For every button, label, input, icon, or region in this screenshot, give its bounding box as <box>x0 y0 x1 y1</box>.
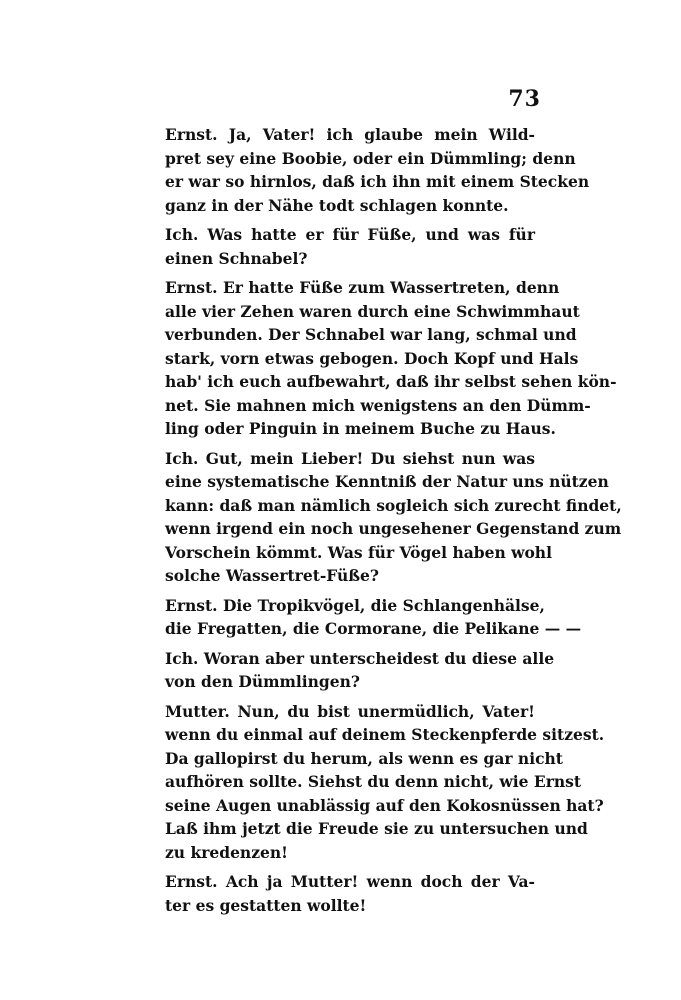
text-line <box>165 647 555 671</box>
text-line <box>165 276 560 300</box>
dialogue-paragraph <box>165 647 555 694</box>
line-text: ling oder Pinguin in meinem Buche zu Haus. <box>165 419 556 438</box>
text-line <box>165 470 609 494</box>
line-text: alle vier Zehen waren durch eine Schwimmhaut <box>165 301 580 321</box>
line-text: hab' ich euch aufbewahrt, daß ihr selbst sehen kön- <box>165 372 617 391</box>
line-text: Gut, mein Lieber! Du siehst nun was <box>205 448 535 468</box>
line-text: wenn irgend ein noch ungesehener Gegenstand zum <box>165 519 622 538</box>
dialogue-paragraph <box>165 123 590 217</box>
text-line <box>165 770 582 794</box>
text-line <box>165 447 535 471</box>
text-line <box>165 517 622 541</box>
text-line <box>165 323 577 347</box>
line-text: net. Sie mahnen mich wenigstens an den Dümm- <box>165 395 591 415</box>
line-text: Ja, Vater! ich glaube mein Wild- <box>228 125 535 144</box>
dialogue-paragraph <box>165 276 617 441</box>
text-line <box>165 394 591 418</box>
text-line <box>165 723 605 747</box>
speaker-name: Ernst. <box>165 125 218 144</box>
dialogue-paragraph <box>165 594 582 641</box>
line-text: von den Dümmlingen? <box>165 672 360 691</box>
dialogue-paragraph <box>165 700 605 865</box>
text-line <box>165 670 535 694</box>
text-line <box>165 370 617 394</box>
text-line <box>165 894 535 918</box>
text-line <box>165 564 535 588</box>
dialogue-paragraph <box>165 447 622 588</box>
speaker-name: Mutter. <box>165 701 230 721</box>
dialogue-paragraph <box>165 870 535 917</box>
line-text: wenn du einmal auf deinem Steckenpferde sitzest. <box>165 725 605 744</box>
text-line <box>165 247 535 271</box>
speaker-name: Ich. <box>165 448 199 468</box>
text-line <box>165 841 535 865</box>
text-line <box>165 617 582 641</box>
speaker-name: Ich. <box>165 225 199 244</box>
text-line <box>165 870 535 894</box>
text-line <box>165 541 552 565</box>
line-text: Vorschein kömmt. Was für Vögel haben wohl <box>165 542 552 562</box>
text-line <box>165 147 576 171</box>
text-line <box>165 194 535 218</box>
speaker-name: Ich. <box>165 648 199 668</box>
line-text: Ach ja Mutter! wenn doch der Va- <box>225 872 535 891</box>
line-text: seine Augen unablässig auf den Kokosnüssen hat? <box>165 795 604 815</box>
text-line <box>165 223 535 247</box>
line-text: zu kredenzen! <box>165 842 288 862</box>
line-text: verbunden. Der Schnabel war lang, schmal und <box>165 325 577 344</box>
page-number: 73 <box>508 86 541 112</box>
line-text: ter es gestatten wollte! <box>165 895 367 915</box>
line-text: stark, vorn etwas gebogen. Doch Kopf und Hals <box>165 348 579 368</box>
line-text: einen Schnabel? <box>165 248 308 268</box>
text-line <box>165 300 580 324</box>
text-line <box>165 494 622 518</box>
text-line <box>165 170 590 194</box>
text-line <box>165 747 563 771</box>
text-line <box>165 123 535 147</box>
line-text: Laß ihm jetzt die Freude sie zu untersuchen und <box>165 819 588 838</box>
text-line <box>165 594 545 618</box>
text-line <box>165 347 579 371</box>
line-text: kann: daß man nämlich sogleich sich zurecht findet, <box>165 495 622 515</box>
speaker-name: Ernst. <box>165 278 218 297</box>
line-text: eine systematische Kenntniß der Natur uns nützen <box>165 472 609 491</box>
line-text: aufhören sollte. Siehst du denn nicht, wie Ernst <box>165 772 582 791</box>
line-text: die Fregatten, die Cormorane, die Pelikane — — <box>165 619 582 638</box>
line-text: Die Tropikvögel, die Schlangenhälse, <box>222 595 545 615</box>
line-text: pret sey eine Boobie, oder ein Dümmling; denn <box>165 148 576 168</box>
speaker-name: Ernst. <box>165 872 218 891</box>
text-line <box>165 700 535 724</box>
line-text: solche Wassertret-Füße? <box>165 566 380 585</box>
line-text: er war so hirnlos, daß ich ihn mit einem Stecken <box>165 172 590 191</box>
line-text: Was hatte er für Füße, und was für <box>207 225 535 244</box>
text-line <box>165 417 556 441</box>
line-text: Woran aber unterscheidest du diese alle <box>203 648 555 668</box>
line-text: Er hatte Füße zum Wassertreten, denn <box>222 278 560 297</box>
line-text: Nun, du bist unermüdlich, Vater! <box>237 701 535 721</box>
dialogue-paragraph <box>165 223 535 270</box>
speaker-name: Ernst. <box>165 595 218 615</box>
line-text: ganz in der Nähe todt schlagen konnte. <box>165 195 509 215</box>
dialogue-text <box>165 123 622 923</box>
text-line <box>165 817 588 841</box>
line-text: Da gallopirst du herum, als wenn es gar nicht <box>165 748 563 768</box>
text-line <box>165 794 604 818</box>
